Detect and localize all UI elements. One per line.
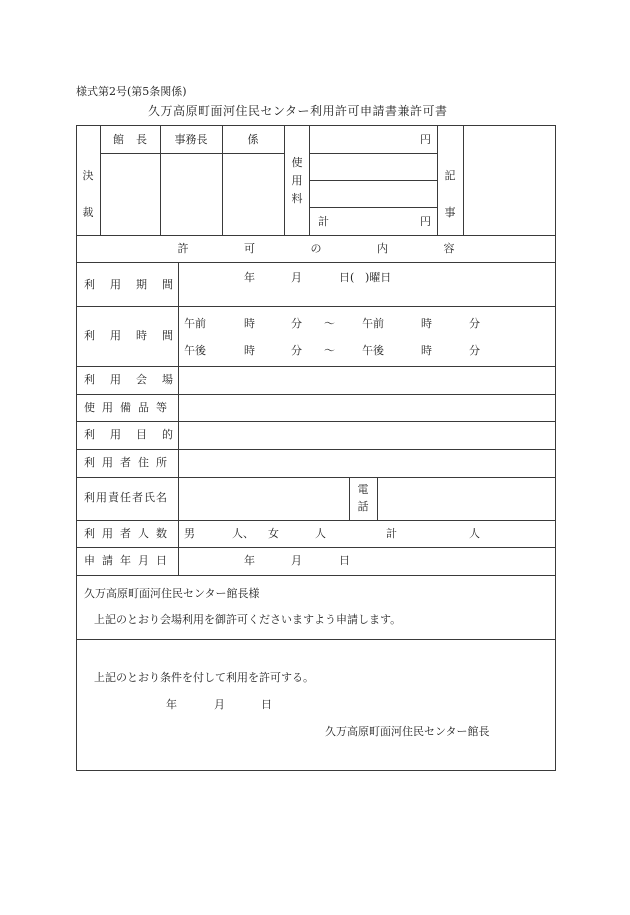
- purpose-field[interactable]: [180, 423, 554, 448]
- approval-label: 決裁: [82, 169, 94, 219]
- responsible-name-field[interactable]: [180, 479, 348, 519]
- permit-section-title: 許 可 の 内 容: [177, 242, 481, 255]
- address-field[interactable]: [180, 451, 554, 476]
- permission-statement: 上記のとおり条件を付して利用を許可する。: [94, 671, 314, 684]
- label-purpose: 利用目的: [84, 428, 188, 441]
- label-venue: 利用会場: [84, 373, 188, 386]
- fee-unit-top: 円: [420, 133, 431, 146]
- label-address: 利用者住所: [84, 456, 174, 469]
- phone-field[interactable]: [379, 479, 554, 519]
- permission-signer: 久万高原町面河住民センター館長: [325, 725, 490, 738]
- fee-label: 使用料: [291, 156, 303, 205]
- page-title: 久万高原町面河住民センター利用許可申請書兼許可書: [148, 104, 448, 118]
- label-responsible: 利用責任者氏名: [84, 491, 168, 504]
- label-equipment: 使用備品等: [84, 401, 174, 414]
- label-period: 利用期間: [84, 278, 188, 291]
- label-time: 利用時間: [84, 329, 188, 342]
- label-date: 申請年月日: [84, 554, 174, 567]
- label-count: 利用者人数: [84, 527, 174, 540]
- equipment-field[interactable]: [180, 396, 554, 420]
- application-request: 上記のとおり会場利用を御許可くださいますよう申請します。: [94, 613, 402, 626]
- form-number: 様式第2号(第5条関係): [76, 85, 187, 98]
- approval-col-secretary: 事務長: [174, 133, 208, 146]
- approval-col-director: 館長: [113, 133, 159, 146]
- notes-label: 記事: [444, 169, 456, 219]
- approval-col-staff: 係: [247, 133, 259, 146]
- fee-total-label: 計: [318, 215, 329, 228]
- phone-label: 電話: [357, 483, 369, 513]
- venue-field[interactable]: [180, 368, 554, 393]
- fee-unit-bottom: 円: [420, 215, 431, 228]
- addressee: 久万高原町面河住民センター館長様: [84, 587, 260, 600]
